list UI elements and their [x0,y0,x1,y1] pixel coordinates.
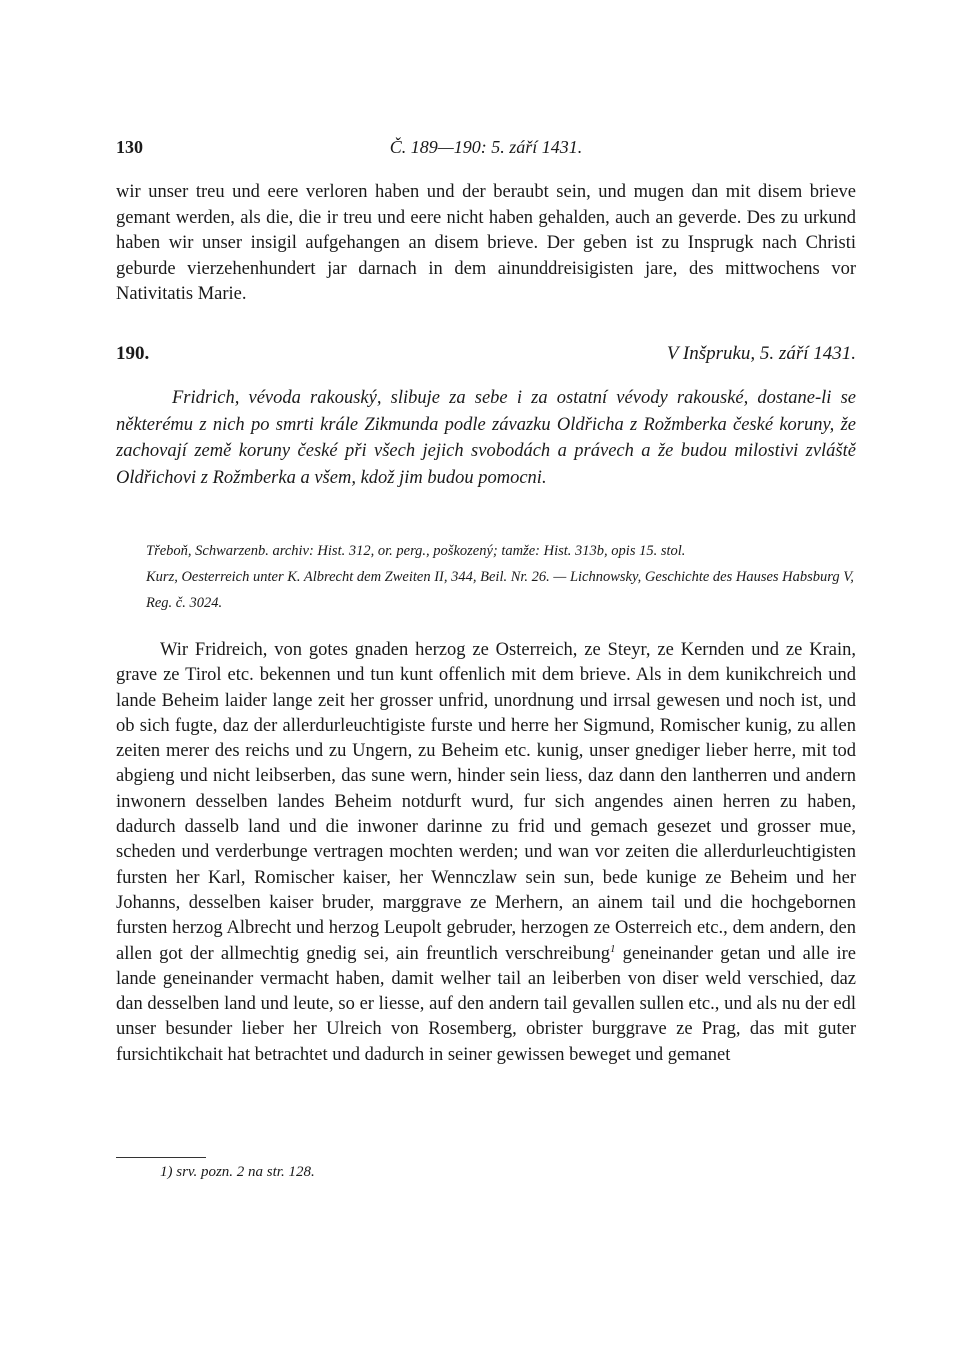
document-heading [116,343,856,371]
body-text-part-1: Wir Fridreich, von gotes gnaden herzog ze Osterreich, ze Steyr, ze Kernden und ze Krain, grave ze Tirol etc. bekennen und tun kunt offenlich mit dem brieve. Als in dem kunikchreich und lande Beheim laider lange zeit her grosser unfrid, unordnung und irrsal gewesen und noch ist, und ob sich fugte, daz der allerdurleuchtigiste furste und herre her Sigmund, Romischer kunig, zu allen zeiten merer des reichs und zu Ungern, zu Beheim etc. kunig, unser gnediger lieber herre, mit tod abgieng und nicht leibserben, das sune wern, hinder sein liess, daz dann den lantherren und andern inwonern desselben landes Beheim notdurft wurd, fur sich angendes ainen herren zu haben, dadurch dasselb land und die inwoner darinne zu frid und gemach gesezet und grosser mue, scheden und verderbunge vertragen mochten werden; und wan vor zeiten die allerdurleuchtigisten fursten her Karl, Romischer kaiser, her Wennczlaw sein sun, bede kunige ze Beheim und her Johanns, desselben kaiser bruder, marggrave ze Merhern, an ainem tail und die hochgebornen fursten herzog Albrecht und herzog Leupolt gebruder, herzogen ze Osterreich etc., dem andern, den allen got der allmechtig gnedig sei, ain freuntlich verschreibung [116,640,856,964]
source-archive: Třeboň, Schwarzenb. archiv: Hist. 312, or. perg., poškozený; tamže: Hist. 313b, opis 15. stol. [146,543,686,559]
document-number: 190. [116,343,150,364]
document-body [116,638,856,1068]
running-title: Č. 189—190: 5. září 1431. [389,137,583,157]
body-text-part-2: geneinander getan und alle ire lande geneinander vermacht haben, damit welher tail an leiberben von diser weld verschied, daz dan desselben land und leute, so er liesse, auf den andern tail gevallen sullen etc., und als nu der edl unser besunder lieber her Ulreich von Rosemberg, obrister burggrave ze Prag, das mit guter fursichtikchait hat betrachtet und dadurch in seiner gewissen beweget und gemanet [116,943,857,1065]
source-literature: Kurz, Oesterreich unter K. Albrecht dem Zweiten II, 344, Beil. Nr. 26. — Lichnowsky, Geschichte des Hauses Habsburg V, Reg. č. 3024. [146,569,854,611]
previous-document-ending: wir unser treu und eere verloren haben und der beraubt sein, und mugen dan mit disem brieve gemant werden, als die, die ir treu und eere nicht haben gehalden, auch an geverde. Des zu urkund haben wir unser insigil aufgehangen an disem brieve. Der geben ist zu Insprugk nach Christi geburde vierzehenhundert jar darnach in dem ainunddreisigisten jare, des mittwochens vor Nativitatis Marie. [116,182,856,305]
footnote-divider [116,1157,206,1158]
footnote: 1) srv. pozn. 2 na str. 128. [160,1164,315,1180]
document-place-date: V Inšpruku, 5. září 1431. [666,343,856,364]
source-notes [116,538,856,616]
page-number: 130 [116,137,143,157]
footnote-reference[interactable]: 1 [609,942,616,955]
regest: Fridrich, vévoda rakouský, slibuje za sebe i za ostatní vévody rakouské, dostane-li se některému z nich po smrti krále Zikmunda podle závazku Oldřicha z Rožmberka české koruny, že zachovají země koruny české při všech jejich svobodách a právech a že budou milostivi zvláště Oldřichovi z Rožmberka a všem, kdož jim budou pomocni. [116,388,856,488]
